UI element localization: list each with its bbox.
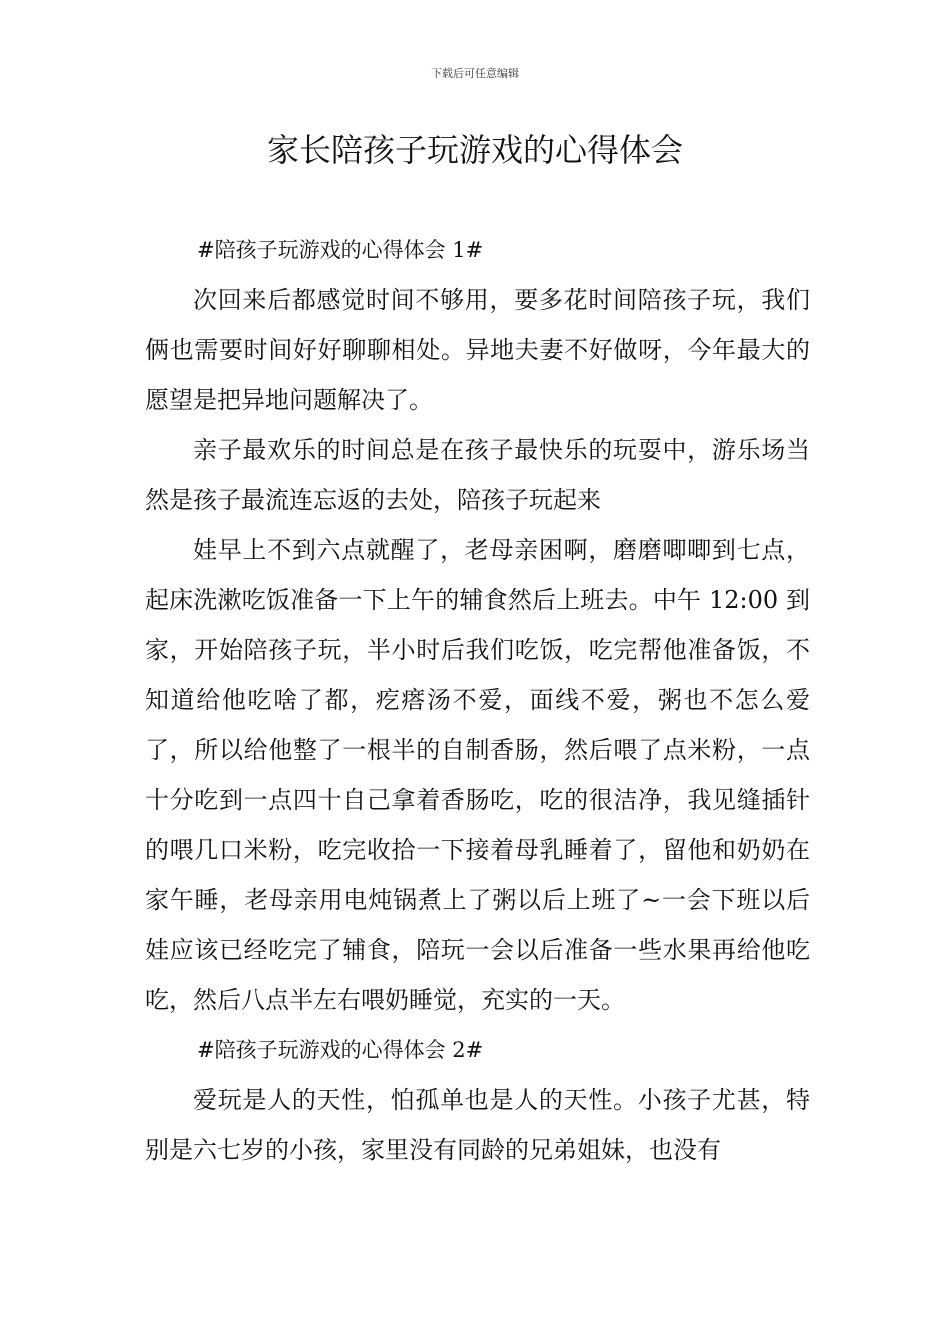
- paragraph: 亲子最欢乐的时间总是在孩子最快乐的玩耍中，游乐场当然是孩子最流连忘返的去处，陪孩子玩起来: [145, 436, 810, 514]
- section-heading: #陪孩子玩游戏的心得体会 2#: [197, 1038, 484, 1062]
- document-title: 家长陪孩子玩游戏的心得体会: [266, 131, 683, 169]
- paragraph: 次回来后都感觉时间不够用，要多花时间陪孩子玩，我们俩也需要时间好好聊聊相处。异地夫妻不好做呀，今年最大的愿望是把异地问题解决了。: [145, 286, 810, 414]
- paragraph: 娃早上不到六点就醒了，老母亲困啊，磨磨唧唧到七点，起床洗漱吃饭准备一下上午的辅食然后上班去。中午 12:00 到家，开始陪孩子玩，半小时后我们吃饭，吃完帮他准备饭，不知道给他吃啥了都，疙瘩汤不爱，面线不爱，粥也不怎么爱了，所以给他整了一根半的自制香肠，然后喂了点米粉，一点十分吃到一点四十自己拿着香肠吃，吃的很洁净，我见缝插针的喂几口米粉，吃完收拾一下接着母乳睡着了，留他和奶奶在家午睡，老母亲用电炖锅煮上了粥以后上班了~一会下班以后娃应该已经吃完了辅食，陪玩一会以后准备一些水果再给他吃吃，然后八点半左右喂奶睡觉，充实的一天。: [145, 536, 810, 1014]
- paragraph: 爱玩是人的天性，怕孤单也是人的天性。小孩子尤甚，特别是六七岁的小孩，家里没有同龄的兄弟姐妹，也没有: [145, 1086, 810, 1164]
- header-note: 下载后可任意编辑: [431, 67, 519, 80]
- section-heading: #陪孩子玩游戏的心得体会 1#: [197, 238, 484, 262]
- document-body: [145, 225, 810, 1175]
